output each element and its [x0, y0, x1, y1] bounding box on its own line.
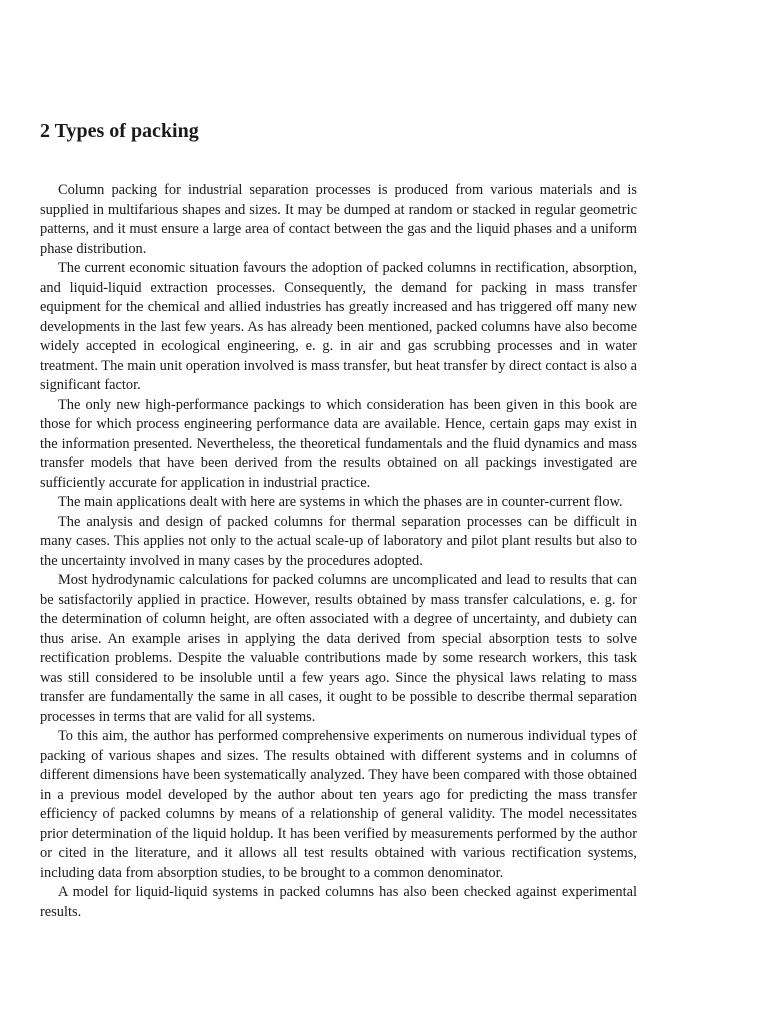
paragraph: The main applications dealt with here are systems in which the phases are in counter-current flow. [58, 494, 623, 510]
paragraph: The only new high-performance packings to which consideration has been given in this book are those for which process engineering performance data are available. Hence, certain gaps may exist in the information presented. Nevertheless, the theoretical fundamentals and the fluid dynamics and mass transfer models that have been derived from the results obtained on all packings investigated are sufficiently accurate for application in industrial practice. [40, 396, 637, 491]
paragraph: Most hydrodynamic calculations for packed columns are uncomplicated and lead to results that can be satisfactorily applied in practice. However, results obtained by mass transfer calculations, e. g. for the determination of column height, are often associated with a degree of uncertainty, and dubiety can thus arise. An example arises in applying the data derived from special absorption tests to solve rectification problems. Despite the valuable contributions made by some research workers, this task was still considered to be insoluble until a few years ago. Since the physical laws relating to mass transfer are fundamentally the same in all cases, it ought to be possible to describe thermal separation processes in terms that are valid for all systems. [40, 572, 637, 725]
chapter-title: 2 Types of packing [40, 120, 199, 142]
paragraph: The analysis and design of packed columns for thermal separation processes can be difficult in many cases. This applies not only to the actual scale-up of laboratory and pilot plant results but also to the uncertainty involved in many cases by the procedures adopted. [40, 513, 637, 569]
paragraph: To this aim, the author has performed comprehensive experiments on numerous individual types of packing of various shapes and sizes. The results obtained with different systems and in columns of different dimensions have been systematically analyzed. They have been compared with those obtained in a previous model developed by the author about ten years ago for predicting the mass transfer efficiency of packed columns by means of a relationship of general validity. The model necessitates prior determination of the liquid holdup. It has been verified by measurements performed by the author or cited in the literature, and it allows all test results obtained with various rectification systems, including data from absorption studies, to be brought to a common denominator. [40, 728, 637, 881]
paragraph: A model for liquid-liquid systems in packed columns has also been checked against experimental results. [40, 884, 637, 920]
paragraph: The current economic situation favours the adoption of packed columns in rectification, absorption, and liquid-liquid extraction processes. Consequently, the demand for packing in mass transfer equipment for the chemical and allied industries has greatly increased and has triggered off many new developments in the last few years. As has already been mentioned, packed columns have also become widely accepted in ecological engineering, e. g. in air and gas scrubbing processes and in water treatment. The main unit operation involved is mass transfer, but heat transfer by direct contact is also a significant factor. [40, 260, 637, 393]
paragraph: Column packing for industrial separation processes is produced from various materials and is supplied in multifarious shapes and sizes. It may be dumped at random or stacked in regular geometric patterns, and it must ensure a large area of contact between the gas and the liquid phases and a uniform phase distribution. [40, 182, 637, 257]
chapter-body [40, 181, 637, 922]
